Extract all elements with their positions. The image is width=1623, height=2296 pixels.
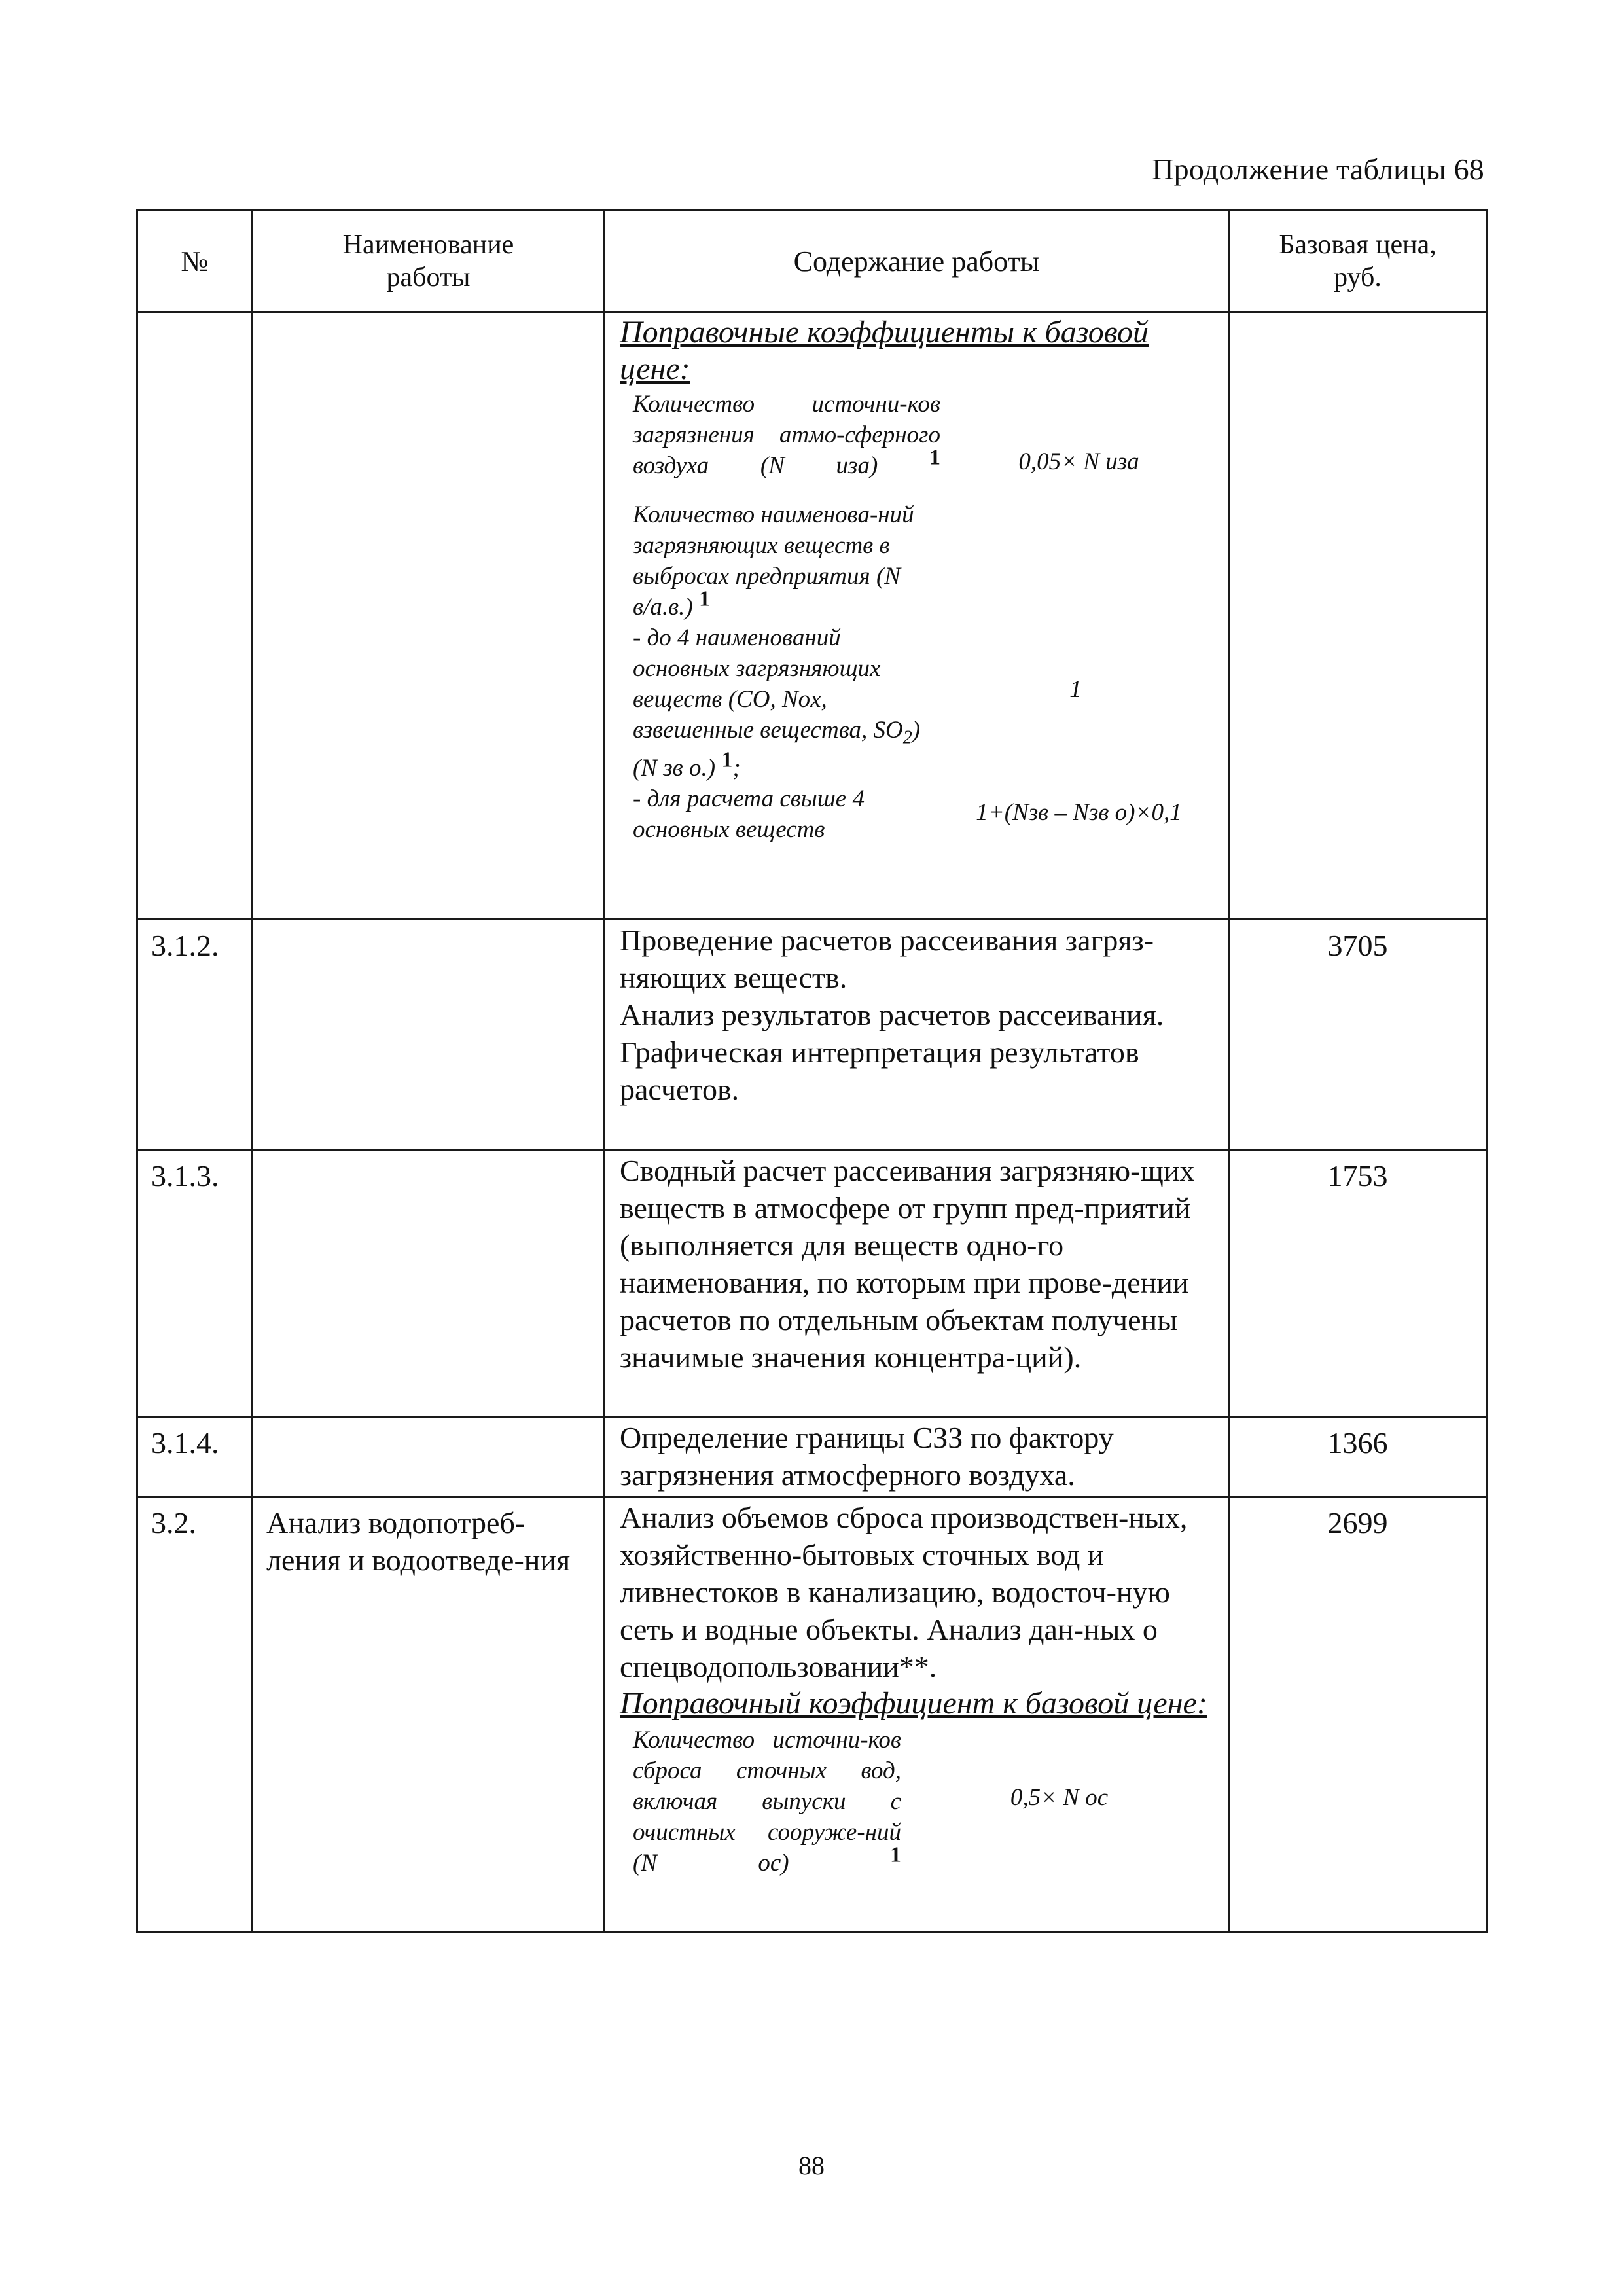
coef-substances — [620, 499, 1217, 622]
row2-price: 1753 — [1229, 1150, 1487, 1417]
row3-name — [253, 1417, 605, 1497]
row0-content — [605, 312, 1229, 920]
header-name-line2: работы — [386, 262, 471, 293]
header-price — [1229, 211, 1487, 312]
row1-name — [253, 920, 605, 1150]
row4-price: 2699 — [1229, 1497, 1487, 1933]
page-number: 88 — [798, 2151, 825, 2180]
row0-name — [253, 312, 605, 920]
coef-outlets-value: 0,5× N ос — [1010, 1784, 1109, 1811]
table-header-row — [137, 211, 1487, 312]
row4-content-text: Анализ объемов сброса производствен-ных, хозяйственно-бытовых сточных вод и ливнестоков в канализацию, водосточ-ную сеть и водные объекты. Анализ дан-ных о спецводопользовании**. — [620, 1501, 1188, 1683]
coef-sources-text: Количество источни-ков загрязнения атмо-сферного воздуха (N иза) — [633, 391, 940, 479]
row4-name: Анализ водопотреб-ления и водоотведе-ния — [253, 1497, 605, 1933]
coef-over-4 — [620, 783, 1217, 845]
coef-over-4-value: 1+(Nзв – Nзв о)×0,1 — [976, 799, 1182, 827]
table-caption: Продолжение таблицы 68 — [1152, 152, 1484, 186]
header-price-line2: руб. — [1334, 262, 1382, 293]
coef-sources — [620, 389, 1217, 481]
row4-num: 3.2. — [137, 1497, 253, 1933]
row1-num: 3.1.2. — [137, 920, 253, 1150]
coef-up-to-4 — [620, 622, 1217, 783]
row1-content-p2: Анализ результатов расчетов рассеивания. — [620, 998, 1164, 1031]
coef-up-to-4-value: 1 — [1069, 676, 1082, 704]
coef-sources-value: 0,05× N иза — [1018, 448, 1139, 475]
pricing-table — [136, 209, 1488, 1933]
table-row — [137, 1150, 1487, 1417]
header-name — [253, 211, 605, 312]
coef-up-to-4-tail: ; — [732, 755, 741, 782]
row1-content-p1: Проведение расчетов рассеивания загряз-няющих веществ. — [620, 924, 1154, 994]
header-num: № — [137, 211, 253, 312]
coef-up-to-4-text: - до 4 наименований основных загрязняющих веществ (CO, Nox, взвешенные вещества, SO — [633, 624, 903, 744]
row0-price — [1229, 312, 1487, 920]
coef-substances-text: Количество наименова-ний загрязняющих веществ в выбросах предприятия (N в/а.в.) — [633, 501, 914, 620]
header-content: Содержание работы — [605, 211, 1229, 312]
table-row — [137, 1417, 1487, 1497]
table-row — [137, 920, 1487, 1150]
coef-over-4-text: - для расчета свыше 4 основных веществ — [633, 785, 865, 844]
row2-name — [253, 1150, 605, 1417]
row1-content — [605, 920, 1229, 1150]
row2-num: 3.1.3. — [137, 1150, 253, 1417]
row3-content: Определение границы СЗЗ по фактору загрязнения атмосферного воздуха. — [605, 1417, 1229, 1497]
coef-outlets — [620, 1725, 1217, 1878]
row3-price: 1366 — [1229, 1417, 1487, 1497]
coef-up-to-4-sub: 2 — [902, 727, 912, 748]
coef-substances-sup: 1 — [698, 586, 710, 611]
correction-heading: Поправочные коэффициенты к базовой цене: — [620, 315, 1149, 386]
row1-content-p3: Графическая интерпретация результатов расчетов. — [620, 1035, 1139, 1106]
row0-num — [137, 312, 253, 920]
row3-num: 3.1.4. — [137, 1417, 253, 1497]
table-row — [137, 1497, 1487, 1933]
row4-correction-heading: Поправочный коэффициент к базовой цене: — [620, 1686, 1207, 1721]
coef-outlets-sup: 1 — [890, 1842, 901, 1867]
row4-content — [605, 1497, 1229, 1933]
header-price-line1: Базовая цена, — [1279, 230, 1436, 260]
coef-outlets-text: Количество источни-ков сброса сточных вод, включая выпуски с очистных сооруже-ний (N ос) — [633, 1727, 901, 1876]
coef-up-to-4-text2: ) (N зв о.) — [633, 717, 921, 782]
coef-sources-sup: 1 — [929, 445, 940, 470]
coef-up-to-4-sup: 1 — [721, 748, 733, 773]
row1-price: 3705 — [1229, 920, 1487, 1150]
row2-content: Сводный расчет рассеивания загрязняю-щих веществ в атмосфере от групп пред-приятий (выполняется для веществ одно-го наименования, по которым при прове-дении расчетов по отдельным объектам получены значимые значения концентра-ций). — [605, 1150, 1229, 1417]
header-name-line1: Наименование — [342, 230, 514, 260]
table-row — [137, 312, 1487, 920]
